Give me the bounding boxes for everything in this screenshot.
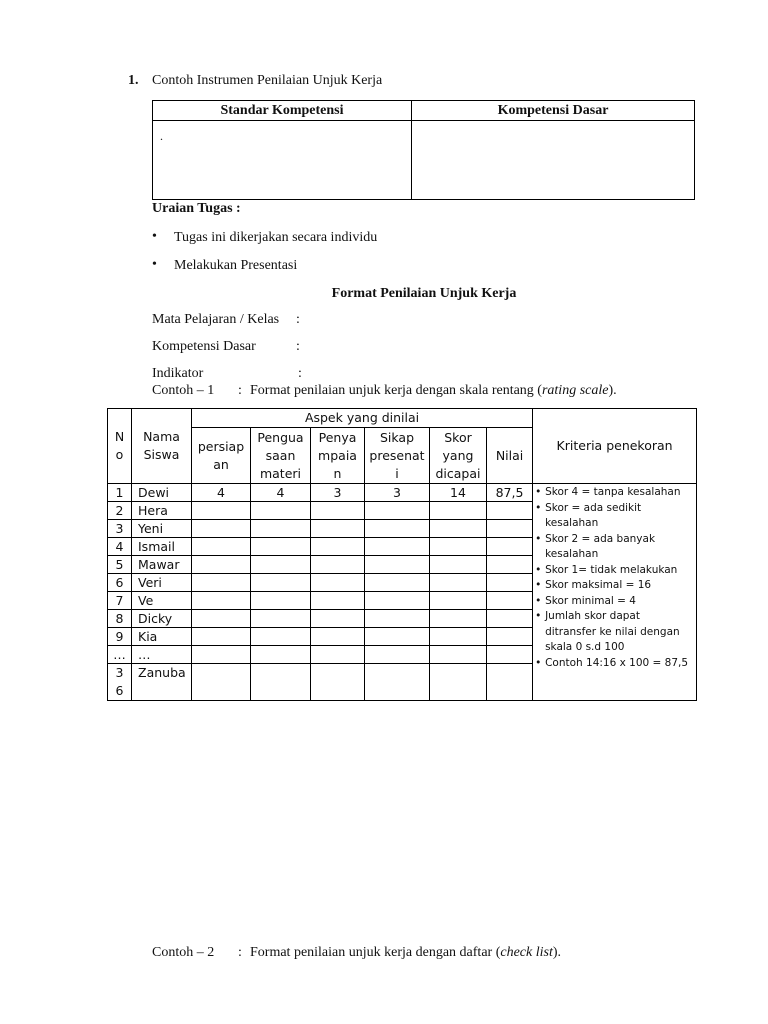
- criteria-item: • Skor = ada sedikit kesalahan: [535, 501, 694, 532]
- header-kompetensi-dasar: Kompetensi Dasar: [412, 101, 695, 121]
- row-name: Veri: [132, 574, 192, 592]
- example-text: Format penilaian unjuk kerja dengan daftar (: [250, 945, 501, 960]
- example-label: Contoh – 1: [152, 383, 215, 398]
- row-value: 4: [192, 484, 251, 502]
- row-no: …: [108, 646, 132, 664]
- header-penyampaian: Penya mpaia n: [311, 428, 365, 484]
- task-list: [152, 230, 377, 246]
- rating-scale-table: [107, 408, 697, 701]
- table-row: [108, 484, 697, 502]
- header-penguasaan-materi: Pengua saan materi: [251, 428, 311, 484]
- competency-table: [152, 100, 695, 200]
- row-name: Zanuba: [132, 664, 192, 701]
- criteria-item: • Skor maksimal = 16: [535, 578, 694, 594]
- criteria-item: • Contoh 14:16 x 100 = 87,5: [535, 656, 694, 672]
- row-value: 87,5: [487, 484, 533, 502]
- field-indikator: [152, 366, 302, 382]
- header-persiapan: persiap an: [192, 428, 251, 484]
- row-value: 3: [365, 484, 430, 502]
- standar-kompetensi-cell: [153, 121, 412, 200]
- header-sikap-presentasi: Sikap presenat i: [365, 428, 430, 484]
- example-label: Contoh – 2: [152, 945, 215, 960]
- example-1: [152, 383, 712, 399]
- row-name: Kia: [132, 628, 192, 646]
- criteria-cell: [533, 484, 697, 701]
- criteria-list: [535, 485, 694, 671]
- section-number: 1.: [128, 73, 139, 88]
- section-title: Contoh Instrumen Penilaian Unjuk Kerja: [152, 73, 383, 88]
- format-title: Format Penilaian Unjuk Kerja: [331, 286, 517, 301]
- row-name: Hera: [132, 502, 192, 520]
- field-colon: :: [296, 339, 300, 354]
- row-name: Dicky: [132, 610, 192, 628]
- row-no: 3: [108, 520, 132, 538]
- cell-mark: .: [160, 129, 163, 143]
- example-text-end: ).: [608, 383, 617, 398]
- example-2: [152, 945, 712, 961]
- row-no: 7: [108, 592, 132, 610]
- row-name: …: [132, 646, 192, 664]
- criteria-item: • Skor 2 = ada banyak kesalahan: [535, 532, 694, 563]
- row-no: 3 6: [108, 664, 132, 701]
- row-name: Yeni: [132, 520, 192, 538]
- row-value: 14: [430, 484, 487, 502]
- row-name: Ismail: [132, 538, 192, 556]
- example-text-end: ).: [552, 945, 562, 960]
- row-no: 1: [108, 484, 132, 502]
- field-mata-pelajaran: [152, 312, 300, 328]
- criteria-item: • Jumlah skor dapat ditransfer ke nilai dengan skala 0 s.d 100: [535, 609, 694, 656]
- row-name: Dewi: [132, 484, 192, 502]
- field-label: Mata Pelajaran / Kelas: [152, 312, 280, 327]
- kompetensi-dasar-cell: [412, 121, 695, 200]
- row-name: Mawar: [132, 556, 192, 574]
- row-no: 2: [108, 502, 132, 520]
- example-colon: :: [238, 383, 242, 398]
- row-name: Ve: [132, 592, 192, 610]
- uraian-tugas-label: Uraian Tugas :: [152, 201, 241, 216]
- row-value: 3: [311, 484, 365, 502]
- field-colon: :: [298, 366, 302, 381]
- task-item: • Tugas ini dikerjakan secara individu: [152, 230, 377, 246]
- task-list-2: [152, 258, 297, 274]
- row-no: 9: [108, 628, 132, 646]
- criteria-item: • Skor minimal = 4: [535, 594, 694, 610]
- row-no: 6: [108, 574, 132, 592]
- task-item: • Melakukan Presentasi: [152, 258, 297, 274]
- header-nilai: Nilai: [487, 428, 533, 484]
- row-no: 5: [108, 556, 132, 574]
- criteria-item: • Skor 1= tidak melakukan: [535, 563, 694, 579]
- example-italic: rating scale: [541, 383, 609, 398]
- header-skor: Skor yang dicapai: [430, 428, 487, 484]
- header-nama-siswa: Nama Siswa: [132, 409, 192, 484]
- header-aspek: Aspek yang dinilai: [192, 409, 533, 428]
- example-colon: :: [238, 945, 242, 960]
- criteria-item: • Skor 4 = tanpa kesalahan: [535, 485, 694, 501]
- example-italic: check list: [500, 945, 553, 960]
- field-colon: :: [296, 312, 300, 327]
- field-label: Indikator: [152, 366, 204, 381]
- field-label: Kompetensi Dasar: [152, 339, 256, 354]
- row-value: 4: [251, 484, 311, 502]
- row-no: 4: [108, 538, 132, 556]
- header-no: N o: [108, 409, 132, 484]
- field-kompetensi-dasar: [152, 339, 300, 355]
- example-text: Format penilaian unjuk kerja dengan skala rentang (: [250, 383, 542, 398]
- header-standar-kompetensi: Standar Kompetensi: [153, 101, 412, 121]
- row-no: 8: [108, 610, 132, 628]
- header-kriteria: Kriteria penekoran: [533, 409, 697, 484]
